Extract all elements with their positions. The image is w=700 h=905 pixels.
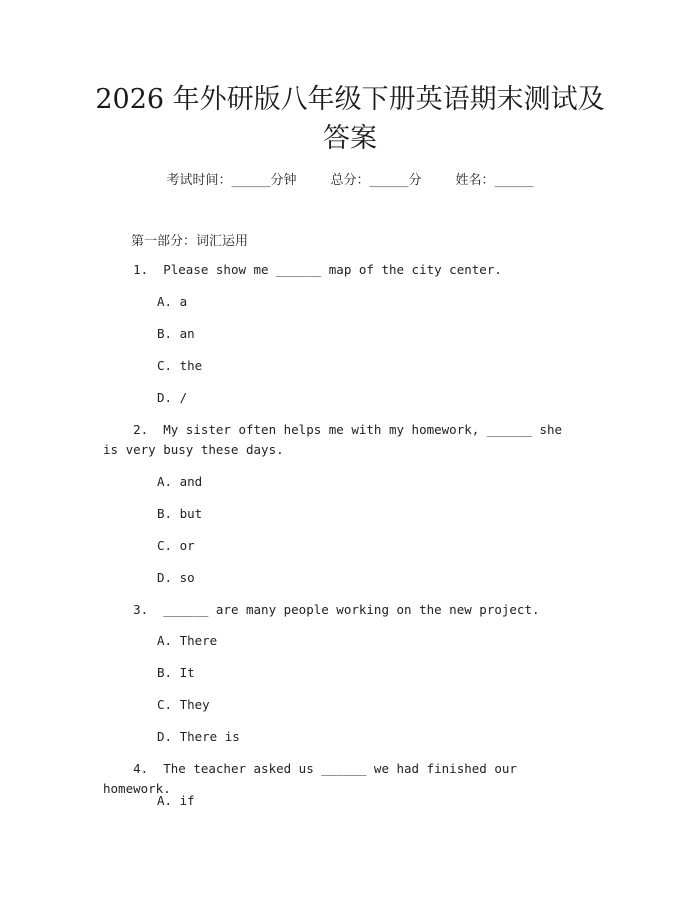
option-1b: B. an [157, 326, 195, 341]
total-score-field: 总分：______分 [330, 173, 422, 188]
section-heading: 第一部分：词汇运用 [131, 234, 249, 249]
option-4a: A. if [157, 793, 195, 808]
option-3d: D. There is [157, 729, 240, 744]
student-name-field: 姓名：______ [455, 173, 534, 188]
option-2a: A. and [157, 474, 203, 489]
option-1a: A. a [157, 294, 188, 309]
option-2b: B. but [157, 506, 203, 521]
question-3: 3. ______ are many people working on the new project. [103, 602, 540, 617]
question-4: 4. The teacher asked us ______ we had finished our homework. [103, 761, 525, 796]
option-3b: B. It [157, 665, 195, 680]
option-3a: A. There [157, 633, 218, 648]
question-1: 1. Please show me ______ map of the city center. [103, 262, 502, 277]
exam-info-line [0, 169, 700, 188]
option-2c: C. or [157, 538, 195, 553]
question-2: 2. My sister often helps me with my homework, ______ she is very busy these days. [103, 422, 570, 457]
option-2d: D. so [157, 570, 195, 585]
document-title: 2026 年外研版八年级下册英语期末测试及答案 [95, 84, 605, 154]
option-3c: C. They [157, 697, 210, 712]
option-1c: C. the [157, 358, 203, 373]
exam-time-field: 考试时间：______分钟 [166, 173, 297, 188]
option-1d: D. / [157, 390, 188, 405]
